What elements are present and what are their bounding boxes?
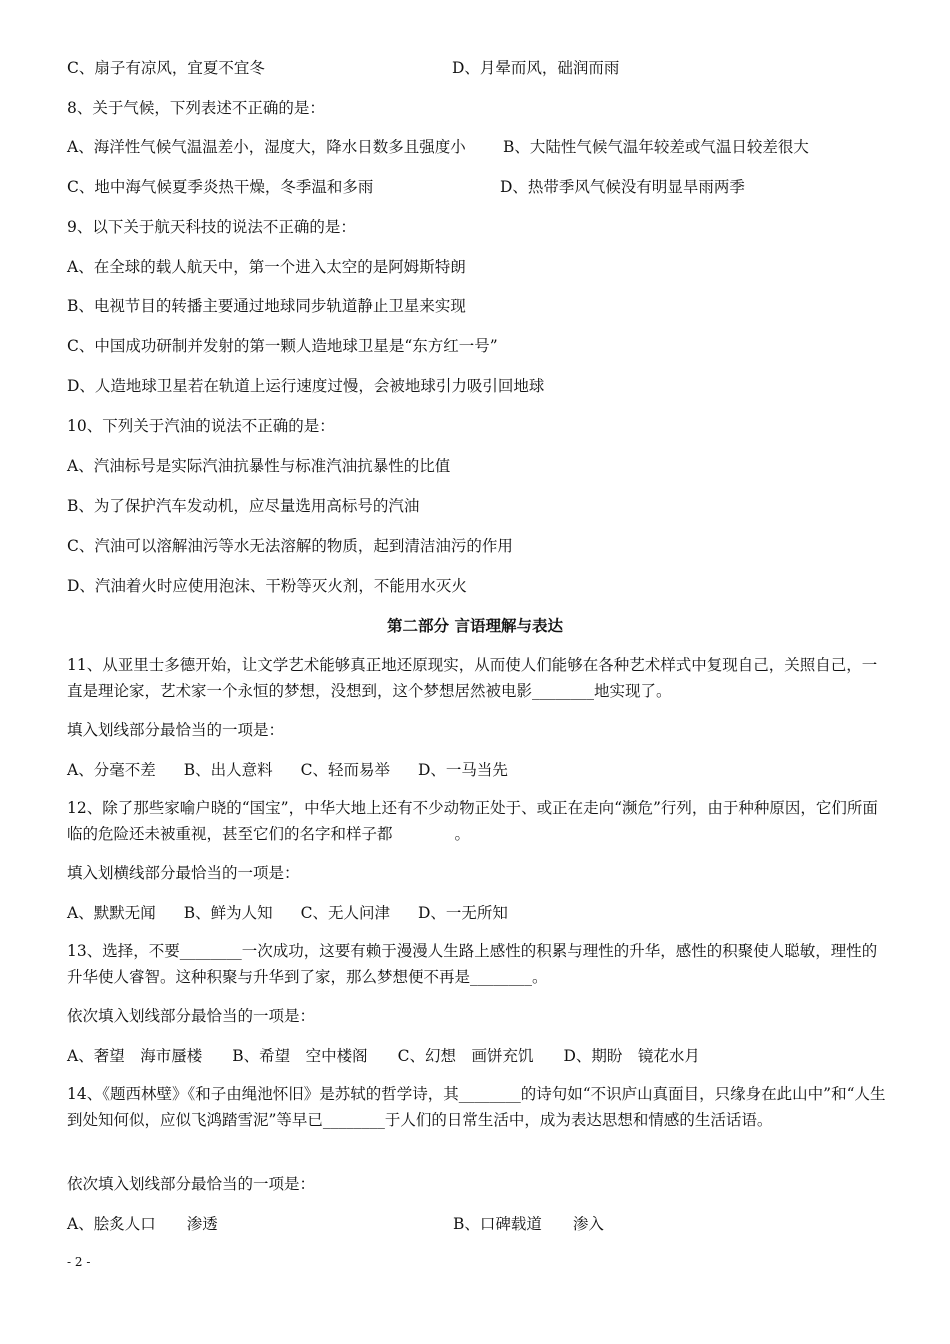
q7-option-c: C、扇子有凉风，宜夏不宜冬 bbox=[67, 59, 265, 77]
q13-options-row bbox=[67, 1046, 700, 1066]
q13-option-b: B、希望 空中楼阁 bbox=[232, 1047, 368, 1065]
q11-option-d: D、一马当先 bbox=[417, 761, 508, 779]
q11-prompt: 填入划线部分最恰当的一项是： bbox=[67, 721, 285, 739]
q9-option-c: C、中国成功研制并发射的第一颗人造地球卫星是“东方红一号” bbox=[67, 337, 498, 355]
q11-option-b: B、出人意料 bbox=[183, 761, 273, 779]
q10-option-d: D、汽油着火时应使用泡沫、干粉等灭火剂，不能用水灭火 bbox=[67, 577, 467, 595]
q14-option-b: B、口碑载道 渗入 bbox=[453, 1215, 604, 1233]
q11-stem: 11、从亚里士多德开始，让文学艺术能够真正地还原现实，从而使人们能够在各种艺术样式中复现自己，关照自己，一直是理论家，艺术家一个永恒的梦想，没想到，这个梦想居然被电影________地实现了。 bbox=[67, 656, 878, 700]
q11-option-c: C、轻而易举 bbox=[300, 761, 390, 779]
q7-options-row bbox=[67, 58, 620, 78]
q7-option-d: D、月晕而风，础润而雨 bbox=[452, 59, 620, 77]
q12-option-d: D、一无所知 bbox=[417, 904, 508, 922]
section-title: 第二部分 言语理解与表达 bbox=[387, 617, 563, 635]
q9-option-d: D、人造地球卫星若在轨道上运行速度过慢，会被地球引力吸引回地球 bbox=[67, 377, 545, 395]
q8-stem: 8、关于气候，下列表述不正确的是： bbox=[67, 99, 325, 117]
q12-option-c: C、无人问津 bbox=[300, 904, 390, 922]
q13-option-c: C、幻想 画饼充饥 bbox=[397, 1047, 534, 1065]
q8-options-row-1 bbox=[67, 137, 809, 157]
q12-option-a: A、默默无闻 bbox=[67, 904, 156, 922]
q9-stem: 9、以下关于航天科技的说法不正确的是： bbox=[67, 218, 356, 236]
q11-options-row bbox=[67, 760, 508, 780]
q14-stem: 14、《题西林壁》《和子由绳池怀旧》是苏轼的哲学诗，其________的诗句如“不识庐山真面目，只缘身在此山中”和“人生到处知何似，应似飞鸿踏雪泥”等早已________于人们的日常生活中，成为表达思想和情感的生活话语。 bbox=[67, 1085, 886, 1129]
q12-options-row bbox=[67, 903, 508, 923]
q10-option-a: A、汽油标号是实际汽油抗暴性与标准汽油抗暴性的比值 bbox=[67, 457, 451, 475]
q9-option-b: B、电视节目的转播主要通过地球同步轨道静止卫星来实现 bbox=[67, 297, 466, 315]
q10-option-c: C、汽油可以溶解油污等水无法溶解的物质，起到清洁油污的作用 bbox=[67, 537, 513, 555]
q8-options-row-2 bbox=[67, 177, 745, 197]
q13-stem: 13、选择，不要________一次成功，这要有赖于漫漫人生路上感性的积累与理性的升华，感性的积聚使人聪敏，理性的升华使人睿智。这种积聚与升华到了家，那么梦想便不再是________。 bbox=[67, 942, 878, 986]
q14-options-row bbox=[67, 1214, 604, 1234]
q8-option-d: D、热带季风气候没有明显旱雨两季 bbox=[500, 178, 745, 196]
q10-option-b: B、为了保护汽车发动机，应尽量选用高标号的汽油 bbox=[67, 497, 420, 515]
q14-option-a: A、脍炙人口 渗透 bbox=[67, 1215, 218, 1233]
page-number: - 2 - bbox=[67, 1255, 91, 1269]
q14-prompt: 依次填入划线部分最恰当的一项是： bbox=[67, 1175, 316, 1193]
q11-option-a: A、分毫不差 bbox=[67, 761, 156, 779]
q9-option-a: A、在全球的载人航天中，第一个进入太空的是阿姆斯特朗 bbox=[67, 258, 466, 276]
q10-stem: 10、下列关于汽油的说法不正确的是： bbox=[67, 417, 335, 435]
q8-option-b: B、大陆性气候气温年较差或气温日较差很大 bbox=[503, 138, 809, 156]
q13-prompt: 依次填入划线部分最恰当的一项是： bbox=[67, 1007, 316, 1025]
q12-option-b: B、鲜为人知 bbox=[183, 904, 273, 922]
q8-option-c: C、地中海气候夏季炎热干燥，冬季温和多雨 bbox=[67, 178, 374, 196]
q12-stem: 12、除了那些家喻户晓的“国宝”，中华大地上还有不少动物正处于、或正在走向“濒危”行列，由于种种原因，它们所面临的危险还未被重视，甚至它们的名字和样子都 。 bbox=[67, 799, 878, 843]
q13-option-a: A、奢望 海市蜃楼 bbox=[67, 1047, 203, 1065]
q12-prompt: 填入划横线部分最恰当的一项是： bbox=[67, 864, 300, 882]
q8-option-a: A、海洋性气候气温温差小，湿度大，降水日数多且强度小 bbox=[67, 138, 466, 156]
q13-option-d: D、期盼 镜花水月 bbox=[563, 1047, 700, 1065]
